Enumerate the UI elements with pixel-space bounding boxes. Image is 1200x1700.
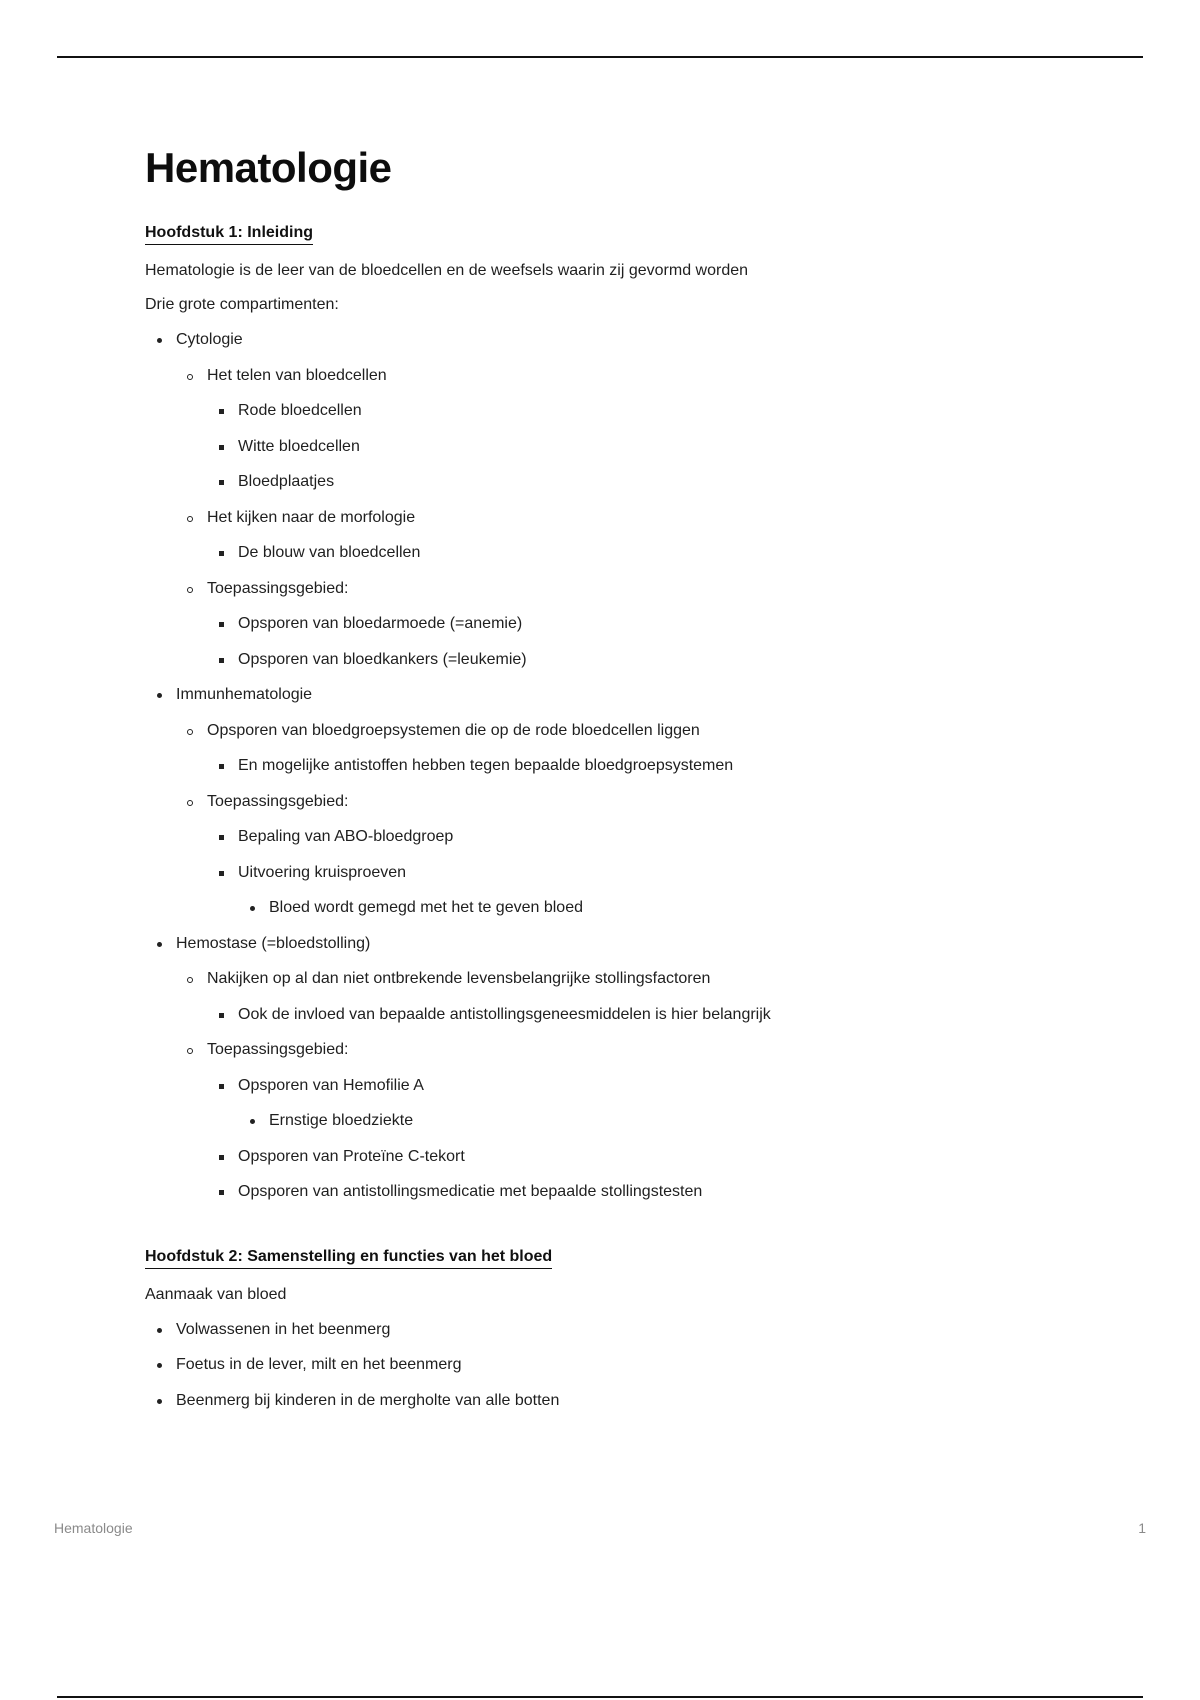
- list-item-text: Opsporen van bloedkankers (=leukemie): [238, 650, 527, 668]
- bullet-icon: [250, 906, 255, 911]
- bullet-icon: [187, 977, 193, 983]
- bullet-icon: [187, 374, 193, 380]
- bullet-icon: [157, 1328, 162, 1333]
- bullet-icon: [219, 551, 224, 556]
- list-item-text: Nakijken op al dan niet ontbrekende levensbelangrijke stollingsfactoren: [207, 970, 711, 987]
- chapter-1-lead: Drie grote compartimenten:: [145, 296, 339, 313]
- list-item-text: Opsporen van bloedgroepsystemen die op de rode bloedcellen liggen: [207, 721, 700, 739]
- list-item-text: Opsporen van bloedarmoede (=anemie): [238, 615, 523, 632]
- list-item: [145, 961, 1105, 997]
- bullet-icon: [219, 764, 224, 769]
- chapter-1-intro: Hematologie is de leer van de bloedcellen en de weefsels waarin zij gevormd worden: [145, 262, 749, 279]
- list-item-text: Bepaling van ABO-bloedgroep: [238, 828, 454, 845]
- bullet-icon: [219, 871, 224, 876]
- list-item-text: Toepassingsgebied:: [207, 579, 349, 597]
- bullet-icon: [219, 1155, 224, 1160]
- list-item: [145, 1103, 1105, 1139]
- bullet-icon: [157, 1399, 162, 1404]
- bullet-icon: [219, 1084, 224, 1089]
- bullet-icon: [157, 338, 162, 343]
- footer-document-name: Hematologie: [54, 1520, 133, 1536]
- list-item-text: Witte bloedcellen: [238, 437, 360, 455]
- bullet-icon: [219, 622, 224, 627]
- bullet-icon: [219, 835, 224, 840]
- list-item: [145, 784, 1105, 820]
- list-item-text: Cytologie: [176, 331, 243, 348]
- list-item: [145, 677, 1105, 713]
- top-rule: [57, 56, 1143, 58]
- list-item-text: Foetus in de lever, milt en het beenmerg: [176, 1356, 462, 1373]
- list-item-text: Toepassingsgebied:: [207, 1041, 349, 1058]
- bullet-icon: [219, 1013, 224, 1018]
- list-item: [145, 393, 1105, 429]
- list-item: [145, 997, 1105, 1033]
- list-item: [145, 1068, 1105, 1104]
- list-item: [145, 926, 1105, 962]
- list-item-text: Opsporen van Proteïne C-tekort: [238, 1147, 465, 1165]
- chapter-2: [145, 1246, 1105, 1419]
- list-item: [145, 571, 1105, 607]
- list-item: [145, 713, 1105, 749]
- chapter-2-heading: Hoofdstuk 2: Samenstelling en functies van het bloed: [145, 1246, 552, 1269]
- bullet-icon: [219, 480, 224, 485]
- list-item-text: Toepassingsgebied:: [207, 792, 349, 810]
- list-item-text: Het telen van bloedcellen: [207, 366, 387, 384]
- list-item: [145, 358, 1105, 394]
- list-item: [145, 748, 1105, 784]
- bullet-icon: [187, 587, 193, 593]
- document-page: [145, 140, 1105, 1418]
- bullet-icon: [157, 1363, 162, 1368]
- list-item: [145, 1174, 1105, 1210]
- bullet-icon: [187, 729, 193, 735]
- bullet-icon: [219, 658, 224, 663]
- list-item: [145, 464, 1105, 500]
- list-item: [145, 855, 1105, 891]
- list-item: [145, 322, 1105, 358]
- list-item: [145, 1312, 1105, 1348]
- bullet-icon: [187, 800, 193, 806]
- list-item: [145, 500, 1105, 536]
- list-item: [145, 890, 1105, 926]
- list-item: [145, 1032, 1105, 1068]
- list-item-text: Opsporen van antistollingsmedicatie met bepaalde stollingstesten: [238, 1183, 703, 1200]
- bullet-icon: [250, 1119, 255, 1124]
- chapter-1-list: [145, 322, 1105, 1210]
- list-item: [145, 819, 1105, 855]
- list-item: [145, 429, 1105, 465]
- list-item: [145, 606, 1105, 642]
- bullet-icon: [157, 693, 162, 698]
- footer-page-number: 1: [1138, 1520, 1146, 1536]
- bullet-icon: [187, 1048, 193, 1054]
- list-item-text: Rode bloedcellen: [238, 402, 362, 419]
- chapter-2-list: [145, 1312, 1105, 1419]
- list-item-text: Ook de invloed van bepaalde antistollingsgeneesmiddelen is hier belangrijk: [238, 1005, 771, 1023]
- list-item-text: En mogelijke antistoffen hebben tegen bepaalde bloedgroepsystemen: [238, 757, 734, 774]
- bottom-rule: [57, 1696, 1143, 1698]
- bullet-icon: [219, 1190, 224, 1195]
- chapter-1-heading: Hoofdstuk 1: Inleiding: [145, 222, 313, 245]
- list-item-text: Opsporen van Hemofilie A: [238, 1076, 424, 1094]
- list-item-text: Ernstige bloedziekte: [269, 1112, 414, 1129]
- bullet-icon: [157, 942, 162, 947]
- bullet-icon: [219, 409, 224, 414]
- bullet-icon: [187, 516, 193, 522]
- list-item-text: De blouw van bloedcellen: [238, 544, 421, 561]
- list-item-text: Hemostase (=bloedstolling): [176, 934, 371, 952]
- list-item: [145, 1347, 1105, 1383]
- chapter-1: [145, 222, 1105, 1210]
- list-item-text: Bloedplaatjes: [238, 473, 335, 490]
- list-item-text: Immunhematologie: [176, 686, 313, 703]
- list-item-text: Het kijken naar de morfologie: [207, 508, 416, 526]
- list-item: [145, 1139, 1105, 1175]
- bullet-icon: [219, 445, 224, 450]
- chapter-2-lead: Aanmaak van bloed: [145, 1285, 287, 1303]
- list-item: [145, 642, 1105, 678]
- list-item-text: Volwassenen in het beenmerg: [176, 1320, 391, 1338]
- list-item-text: Beenmerg bij kinderen in de mergholte van alle botten: [176, 1391, 560, 1409]
- document-title: Hematologie: [145, 144, 392, 191]
- list-item-text: Uitvoering kruisproeven: [238, 863, 407, 881]
- list-item-text: Bloed wordt gemegd met het te geven bloed: [269, 899, 583, 916]
- list-item: [145, 1383, 1105, 1419]
- list-item: [145, 535, 1105, 571]
